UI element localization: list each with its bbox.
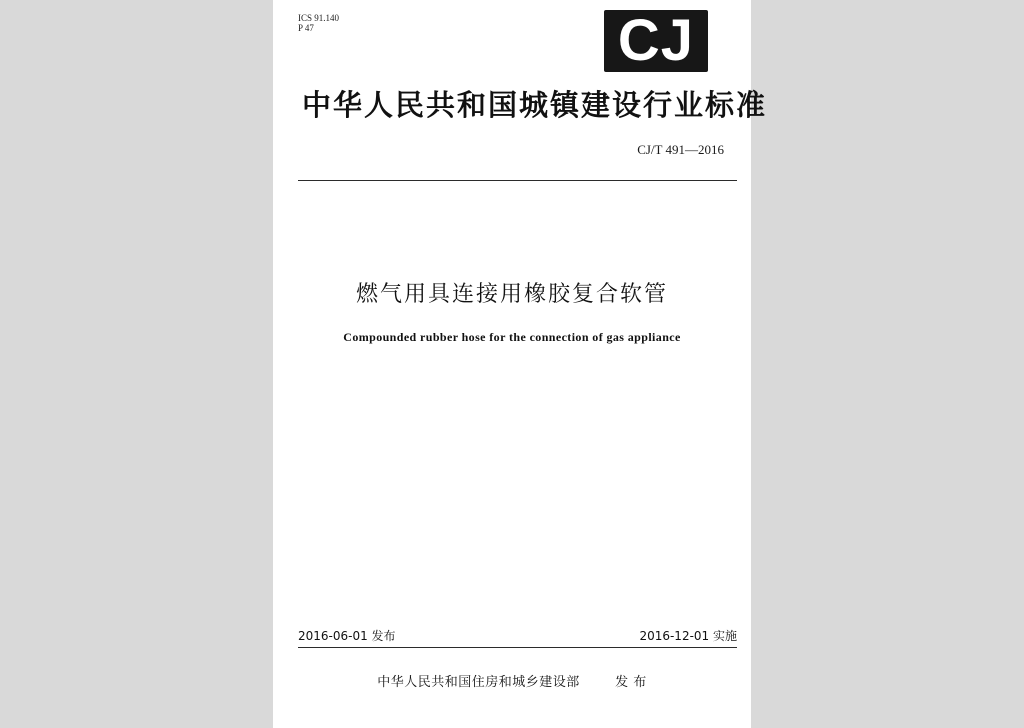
cj-logo: CJ <box>604 10 708 72</box>
header-divider <box>298 180 737 181</box>
standard-number: CJ/T 491—2016 <box>637 142 724 157</box>
authority-title: 中华人民共和国城镇建设行业标准 <box>302 88 768 122</box>
publish-label: 发 布 <box>615 675 647 690</box>
classification-codes <box>298 13 339 33</box>
publisher-name: 中华人民共和国住房和城乡建设部 <box>377 675 580 690</box>
ics-code: ICS 91.140 <box>298 13 340 23</box>
document-title-en: Compounded rubber hose for the connection of gas appliance <box>343 330 681 344</box>
document-title-cn: 燃气用具连接用橡胶复合软管 <box>355 282 668 307</box>
publisher-line <box>273 675 751 691</box>
document-cover-page <box>273 0 768 728</box>
class-code: P 47 <box>298 23 314 33</box>
implementation-date: 2016-12-01 实施 <box>639 629 737 643</box>
footer-divider <box>298 647 737 648</box>
issue-date: 2016-06-01 发布 <box>298 629 396 643</box>
